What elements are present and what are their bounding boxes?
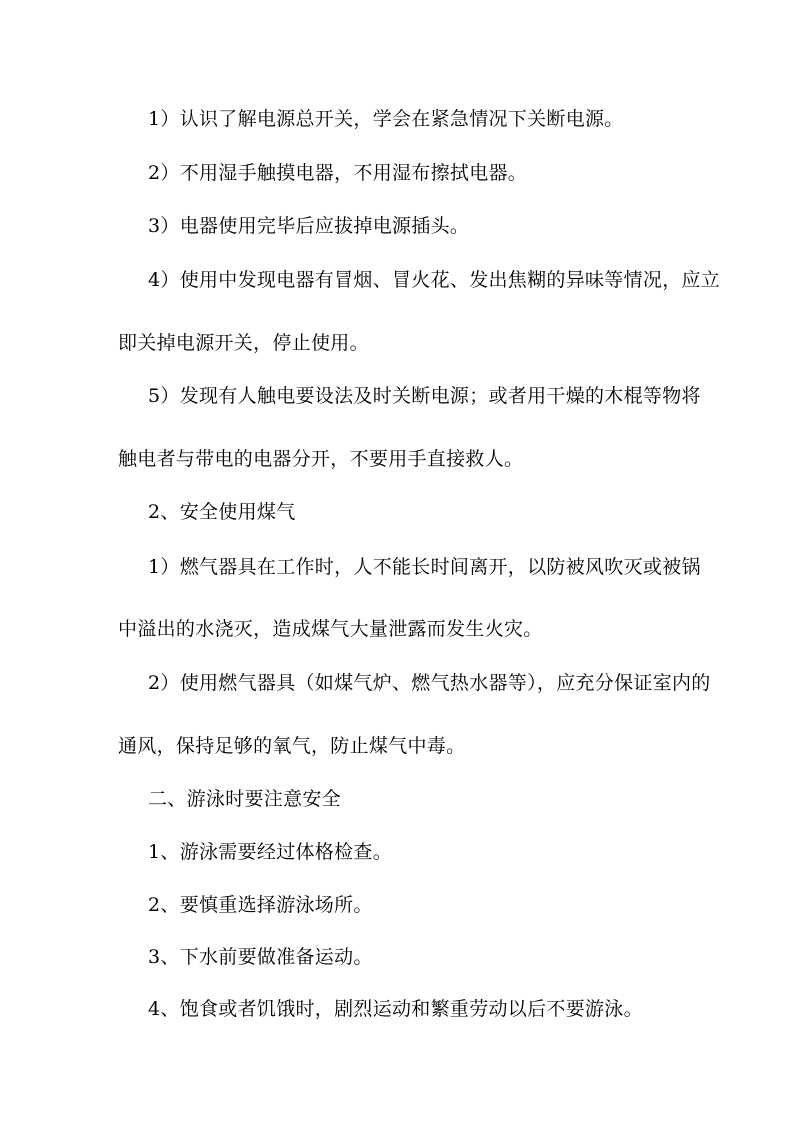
paragraph-electric-1: 1）认识了解电源总开关，学会在紧急情况下关断电源。: [148, 108, 624, 130]
paragraph-electric-5-line1: 5）发现有人触电要设法及时关断电源；或者用干燥的木棍等物将: [148, 385, 701, 407]
paragraph-swim-4: 4、饱食或者饥饿时，剧烈运动和繁重劳动以后不要游泳。: [148, 998, 643, 1020]
paragraph-electric-4-line1: 4）使用中发现电器有冒烟、冒火花、发出焦糊的异味等情况，应立: [148, 269, 721, 291]
section-heading-swimming: 二、游泳时要注意安全: [148, 788, 342, 810]
paragraph-electric-4-line2: 即关掉电源开关，停止使用。: [118, 332, 369, 354]
paragraph-electric-2: 2）不用湿手触摸电器，不用湿布擦拭电器。: [148, 162, 528, 184]
paragraph-electric-3: 3）电器使用完毕后应拔掉电源插头。: [148, 215, 470, 237]
section-heading-gas: 2、安全使用煤气: [148, 501, 296, 523]
paragraph-swim-3: 3、下水前要做准备运动。: [148, 946, 373, 968]
paragraph-electric-5-line2: 触电者与带电的电器分开，不要用手直接救人。: [118, 448, 524, 470]
paragraph-gas-1-line1: 1）燃气器具在工作时，人不能长时间离开，以防被风吹灭或被锅: [148, 556, 701, 578]
paragraph-gas-2-line1: 2）使用燃气器具（如煤气炉、燃气热水器等），应充分保证室内的: [148, 672, 711, 694]
paragraph-swim-2: 2、要慎重选择游泳场所。: [148, 894, 373, 916]
paragraph-gas-1-line2: 中溢出的水浇灭，造成煤气大量泄露而发生火灾。: [118, 618, 543, 640]
paragraph-swim-1: 1、游泳需要经过体格检查。: [148, 841, 392, 863]
paragraph-gas-2-line2: 通风，保持足够的氧气，防止煤气中毒。: [118, 735, 466, 757]
